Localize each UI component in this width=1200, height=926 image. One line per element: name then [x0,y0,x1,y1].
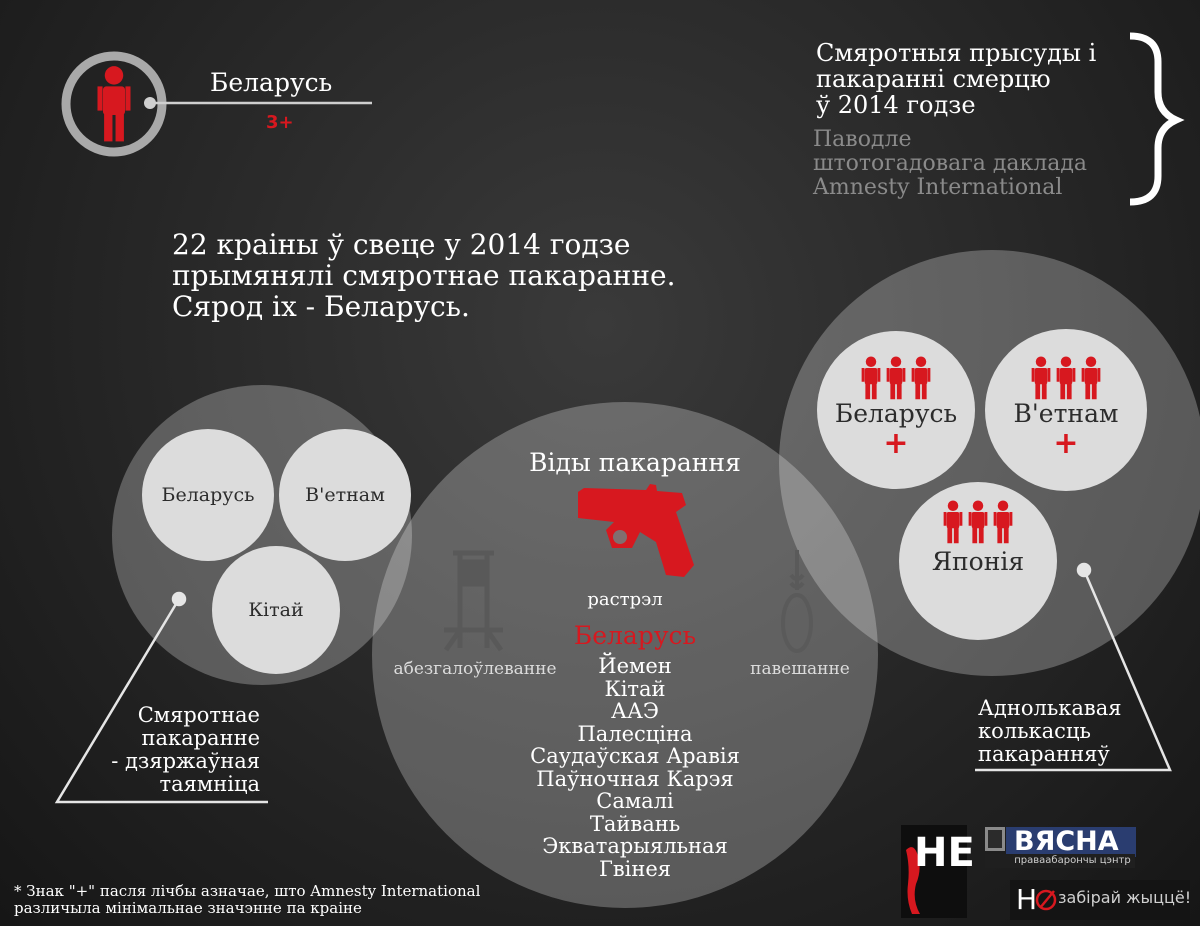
title-line-2: пакаранні смерцю [816,65,1051,93]
header-count: 3+ [266,112,294,133]
footnote [14,883,480,917]
equal-plus-vietnam: + [1053,426,1079,461]
method-hanging-label: павешанне [750,659,850,679]
equal-country-japan: Японія [931,547,1025,576]
title-line-3: ў 2014 годзе [816,91,976,119]
secret-country-china: Кітай [248,599,304,621]
source-line-1: Паводле [813,127,912,152]
list-item: Саудаўская Аравія [530,744,740,768]
list-item: Гвінея [598,856,672,881]
method-shooting-label: растрэл [587,589,663,610]
list-item: Йемен [598,654,672,678]
header-country: Беларусь [210,68,333,97]
list-item: Тайвань [589,811,681,836]
viasna-logo-subtitle: праваабарончы цэнтр [1014,855,1131,866]
list-item: Самалі [596,789,674,813]
equal-country-vietnam: В'етнам [1013,399,1119,428]
method-guillotine-label: абезгалоўлеванне [393,659,557,679]
methods-title: Віды пакарання [529,448,741,477]
secret-caption-line-2: пакаранне [141,726,260,750]
equal-caption-line-3: пакаранняў [978,742,1110,766]
viasna-logo-text: ВЯСНА [1014,826,1119,857]
title-line-1: Смяротныя прысуды і [816,39,1097,67]
methods-country-list [490,655,780,880]
secret-caption-line-3: - дзяржаўная [111,749,260,773]
secret-caption [100,704,260,796]
source-line-3: Amnesty International [813,175,1063,200]
source-line-2: штотогадовага даклада [813,151,1088,176]
zabiray-logo-prefix: Н [1016,883,1038,916]
zabiray-logo-text: забірай жыццё! [1058,888,1192,907]
list-item: Паўночная Карэя [536,766,734,791]
source-note [813,128,1087,200]
intro-line-1: 22 краіны ў свеце у 2014 годзе [172,228,631,261]
secret-caption-line-1: Смяротнае [137,703,260,727]
methods-highlight-country: Беларусь [573,621,697,650]
page-title [816,40,1096,118]
intro-line-2: прымянялі смяротнае пакаранне. [172,259,676,292]
equal-caption [978,697,1121,766]
intro-text [172,229,675,322]
brace-icon [1130,36,1176,202]
secret-country-vietnam: В'етнам [305,484,385,506]
ne-logo-text: НЕ [914,830,975,876]
equal-caption-line-1: Аднолькавая [978,696,1122,720]
footnote-line-1: * Знак "+" пасля лічбы азначае, што Amnesty International [14,882,481,900]
intro-line-3: Сярод іх - Беларусь. [172,290,470,323]
equal-country-belarus: Беларусь [834,399,958,428]
list-item: Экватарыяльная [542,834,728,858]
secret-caption-line-4: таямніца [159,772,260,796]
list-item: Палесціна [577,721,693,746]
equal-caption-line-2: колькасць [978,719,1091,743]
list-item: ААЭ [611,699,659,723]
footnote-line-2: различыла мінімальнае значэнне па краіне [14,899,362,917]
list-item: Кітай [604,676,666,701]
equal-plus-belarus: + [883,426,909,461]
secret-country-belarus: Беларусь [161,484,255,506]
